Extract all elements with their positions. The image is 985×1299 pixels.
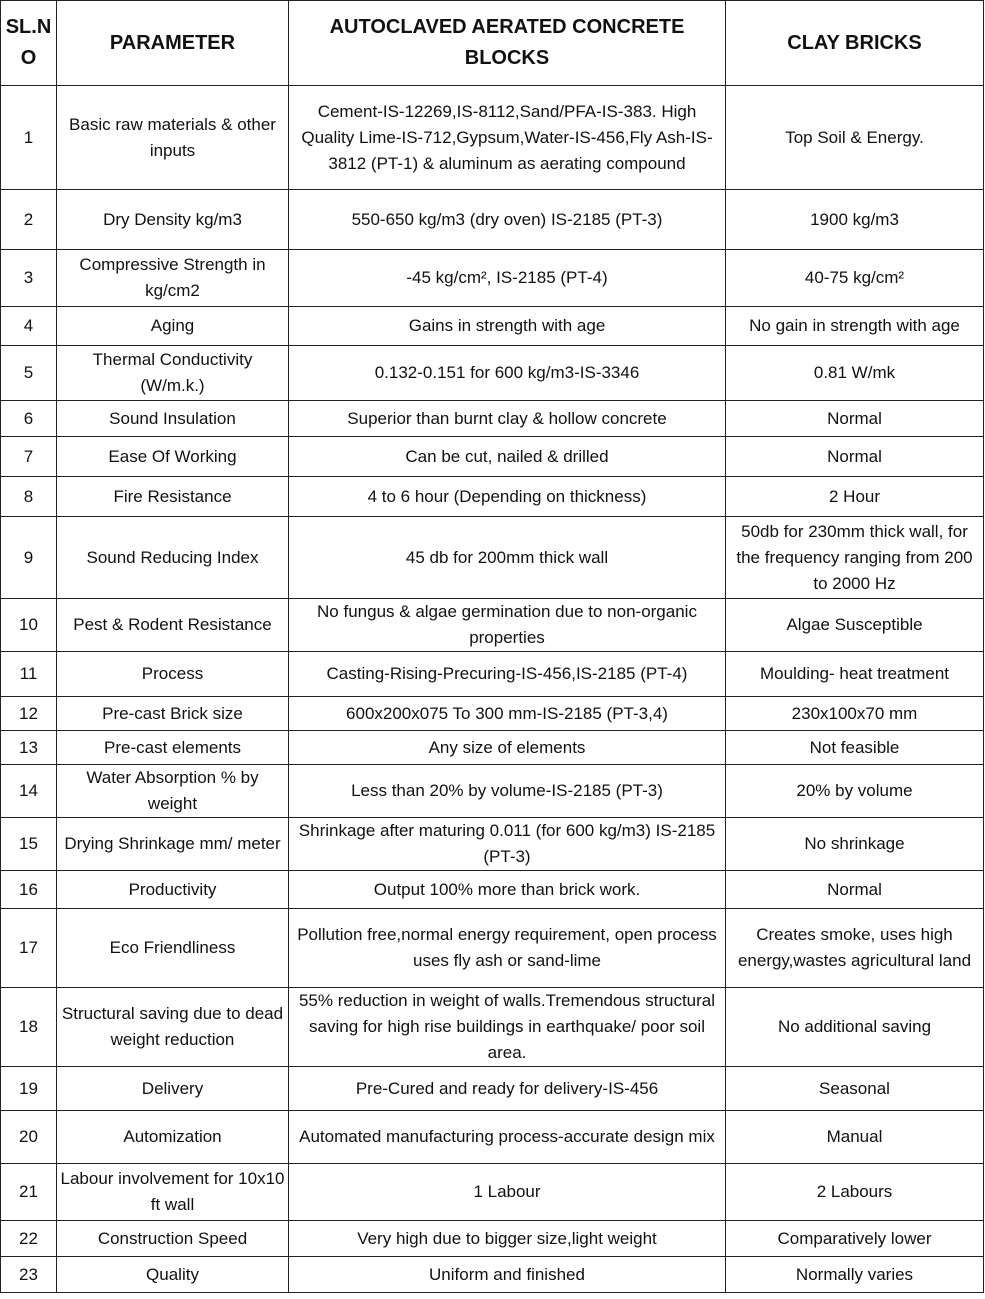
- cell-sl-no: 19: [1, 1067, 57, 1111]
- cell-parameter: Construction Speed: [57, 1221, 289, 1257]
- cell-clay-value: 40-75 kg/cm²: [726, 250, 984, 307]
- cell-aac-value: Uniform and finished: [289, 1257, 726, 1293]
- table-row: [1, 1221, 984, 1257]
- table-row: [1, 871, 984, 909]
- cell-clay-value: 50db for 230mm thick wall, for the frequency ranging from 200 to 2000 Hz: [726, 517, 984, 599]
- cell-sl-no: 6: [1, 401, 57, 437]
- cell-sl-no: 15: [1, 818, 57, 871]
- cell-sl-no: 20: [1, 1111, 57, 1164]
- cell-clay-value: No additional saving: [726, 988, 984, 1067]
- cell-sl-no: 14: [1, 765, 57, 818]
- cell-aac-value: Very high due to bigger size,light weight: [289, 1221, 726, 1257]
- header-parameter: PARAMETER: [57, 1, 289, 86]
- cell-sl-no: 17: [1, 909, 57, 988]
- cell-parameter: Pest & Rodent Resistance: [57, 599, 289, 652]
- cell-clay-value: No gain in strength with age: [726, 307, 984, 346]
- cell-parameter: Productivity: [57, 871, 289, 909]
- cell-sl-no: 4: [1, 307, 57, 346]
- header-row: [1, 1, 984, 86]
- cell-parameter: Thermal Conductivity (W/m.k.): [57, 346, 289, 401]
- header-sl-no: SL.NO: [1, 1, 57, 86]
- table-row: [1, 307, 984, 346]
- cell-sl-no: 2: [1, 190, 57, 250]
- cell-parameter: Automization: [57, 1111, 289, 1164]
- cell-clay-value: Normal: [726, 401, 984, 437]
- cell-parameter: Sound Reducing Index: [57, 517, 289, 599]
- cell-parameter: Ease Of Working: [57, 437, 289, 477]
- cell-parameter: Drying Shrinkage mm/ meter: [57, 818, 289, 871]
- cell-clay-value: Algae Susceptible: [726, 599, 984, 652]
- table-row: [1, 652, 984, 697]
- cell-clay-value: No shrinkage: [726, 818, 984, 871]
- cell-clay-value: 0.81 W/mk: [726, 346, 984, 401]
- cell-sl-no: 23: [1, 1257, 57, 1293]
- table-row: [1, 190, 984, 250]
- cell-sl-no: 22: [1, 1221, 57, 1257]
- cell-sl-no: 12: [1, 697, 57, 731]
- cell-clay-value: Top Soil & Energy.: [726, 86, 984, 190]
- cell-aac-value: 600x200x075 To 300 mm-IS-2185 (PT-3,4): [289, 697, 726, 731]
- cell-sl-no: 9: [1, 517, 57, 599]
- cell-clay-value: Normal: [726, 437, 984, 477]
- cell-clay-value: Comparatively lower: [726, 1221, 984, 1257]
- cell-aac-value: Pre-Cured and ready for delivery-IS-456: [289, 1067, 726, 1111]
- cell-sl-no: 16: [1, 871, 57, 909]
- table-row: [1, 599, 984, 652]
- cell-aac-value: Pollution free,normal energy requirement, open process uses fly ash or sand-lime: [289, 909, 726, 988]
- table-header: [1, 1, 984, 86]
- cell-parameter: Basic raw materials & other inputs: [57, 86, 289, 190]
- table-row: [1, 437, 984, 477]
- cell-aac-value: Can be cut, nailed & drilled: [289, 437, 726, 477]
- header-clay-bricks: CLAY BRICKS: [726, 1, 984, 86]
- cell-aac-value: Cement-IS-12269,IS-8112,Sand/PFA-IS-383. High Quality Lime-IS-712,Gypsum,Water-IS-456,Fly Ash-IS-3812 (PT-1) & aluminum as aerating compound: [289, 86, 726, 190]
- cell-sl-no: 10: [1, 599, 57, 652]
- cell-sl-no: 21: [1, 1164, 57, 1221]
- cell-parameter: Delivery: [57, 1067, 289, 1111]
- cell-sl-no: 18: [1, 988, 57, 1067]
- cell-aac-value: 0.132-0.151 for 600 kg/m3-IS-3346: [289, 346, 726, 401]
- cell-parameter: Eco Friendliness: [57, 909, 289, 988]
- cell-parameter: Sound Insulation: [57, 401, 289, 437]
- cell-clay-value: 20% by volume: [726, 765, 984, 818]
- table-body: [1, 86, 984, 1293]
- table-row: [1, 1257, 984, 1293]
- cell-sl-no: 1: [1, 86, 57, 190]
- cell-aac-value: Automated manufacturing process-accurate design mix: [289, 1111, 726, 1164]
- cell-parameter: Dry Density kg/m3: [57, 190, 289, 250]
- table-row: [1, 765, 984, 818]
- header-aac-blocks: AUTOCLAVED AERATED CONCRETE BLOCKS: [289, 1, 726, 86]
- cell-clay-value: Moulding- heat treatment: [726, 652, 984, 697]
- cell-aac-value: 1 Labour: [289, 1164, 726, 1221]
- cell-sl-no: 8: [1, 477, 57, 517]
- cell-clay-value: 230x100x70 mm: [726, 697, 984, 731]
- cell-aac-value: Superior than burnt clay & hollow concrete: [289, 401, 726, 437]
- cell-sl-no: 11: [1, 652, 57, 697]
- table-row: [1, 988, 984, 1067]
- cell-parameter: Aging: [57, 307, 289, 346]
- cell-aac-value: 4 to 6 hour (Depending on thickness): [289, 477, 726, 517]
- table-row: [1, 697, 984, 731]
- table-row: [1, 250, 984, 307]
- table-row: [1, 517, 984, 599]
- cell-parameter: Compressive Strength in kg/cm2: [57, 250, 289, 307]
- cell-parameter: Water Absorption % by weight: [57, 765, 289, 818]
- cell-clay-value: Not feasible: [726, 731, 984, 765]
- table-row: [1, 1111, 984, 1164]
- cell-clay-value: Creates smoke, uses high energy,wastes agricultural land: [726, 909, 984, 988]
- cell-parameter: Fire Resistance: [57, 477, 289, 517]
- cell-aac-value: 550-650 kg/m3 (dry oven) IS-2185 (PT-3): [289, 190, 726, 250]
- cell-clay-value: Normal: [726, 871, 984, 909]
- cell-parameter: Process: [57, 652, 289, 697]
- cell-aac-value: Output 100% more than brick work.: [289, 871, 726, 909]
- cell-parameter: Pre-cast elements: [57, 731, 289, 765]
- cell-parameter: Structural saving due to dead weight reduction: [57, 988, 289, 1067]
- table-row: [1, 1067, 984, 1111]
- cell-aac-value: Casting-Rising-Precuring-IS-456,IS-2185 (PT-4): [289, 652, 726, 697]
- cell-aac-value: Gains in strength with age: [289, 307, 726, 346]
- cell-aac-value: Less than 20% by volume-IS-2185 (PT-3): [289, 765, 726, 818]
- cell-aac-value: 45 db for 200mm thick wall: [289, 517, 726, 599]
- cell-clay-value: Normally varies: [726, 1257, 984, 1293]
- cell-parameter: Quality: [57, 1257, 289, 1293]
- table-row: [1, 1164, 984, 1221]
- cell-clay-value: 2 Hour: [726, 477, 984, 517]
- cell-aac-value: -45 kg/cm², IS-2185 (PT-4): [289, 250, 726, 307]
- table-row: [1, 909, 984, 988]
- cell-clay-value: Seasonal: [726, 1067, 984, 1111]
- table-row: [1, 731, 984, 765]
- table-row: [1, 346, 984, 401]
- cell-aac-value: 55% reduction in weight of walls.Tremendous structural saving for high rise buildings in earthquake/ poor soil area.: [289, 988, 726, 1067]
- cell-clay-value: 2 Labours: [726, 1164, 984, 1221]
- cell-sl-no: 5: [1, 346, 57, 401]
- cell-sl-no: 13: [1, 731, 57, 765]
- table-row: [1, 401, 984, 437]
- cell-aac-value: Shrinkage after maturing 0.011 (for 600 kg/m3) IS-2185 (PT-3): [289, 818, 726, 871]
- table-row: [1, 818, 984, 871]
- cell-parameter: Pre-cast Brick size: [57, 697, 289, 731]
- cell-clay-value: Manual: [726, 1111, 984, 1164]
- table-row: [1, 477, 984, 517]
- cell-sl-no: 3: [1, 250, 57, 307]
- cell-parameter: Labour involvement for 10x10 ft wall: [57, 1164, 289, 1221]
- cell-aac-value: No fungus & algae germination due to non-organic properties: [289, 599, 726, 652]
- cell-clay-value: 1900 kg/m3: [726, 190, 984, 250]
- cell-aac-value: Any size of elements: [289, 731, 726, 765]
- cell-sl-no: 7: [1, 437, 57, 477]
- table-row: [1, 86, 984, 190]
